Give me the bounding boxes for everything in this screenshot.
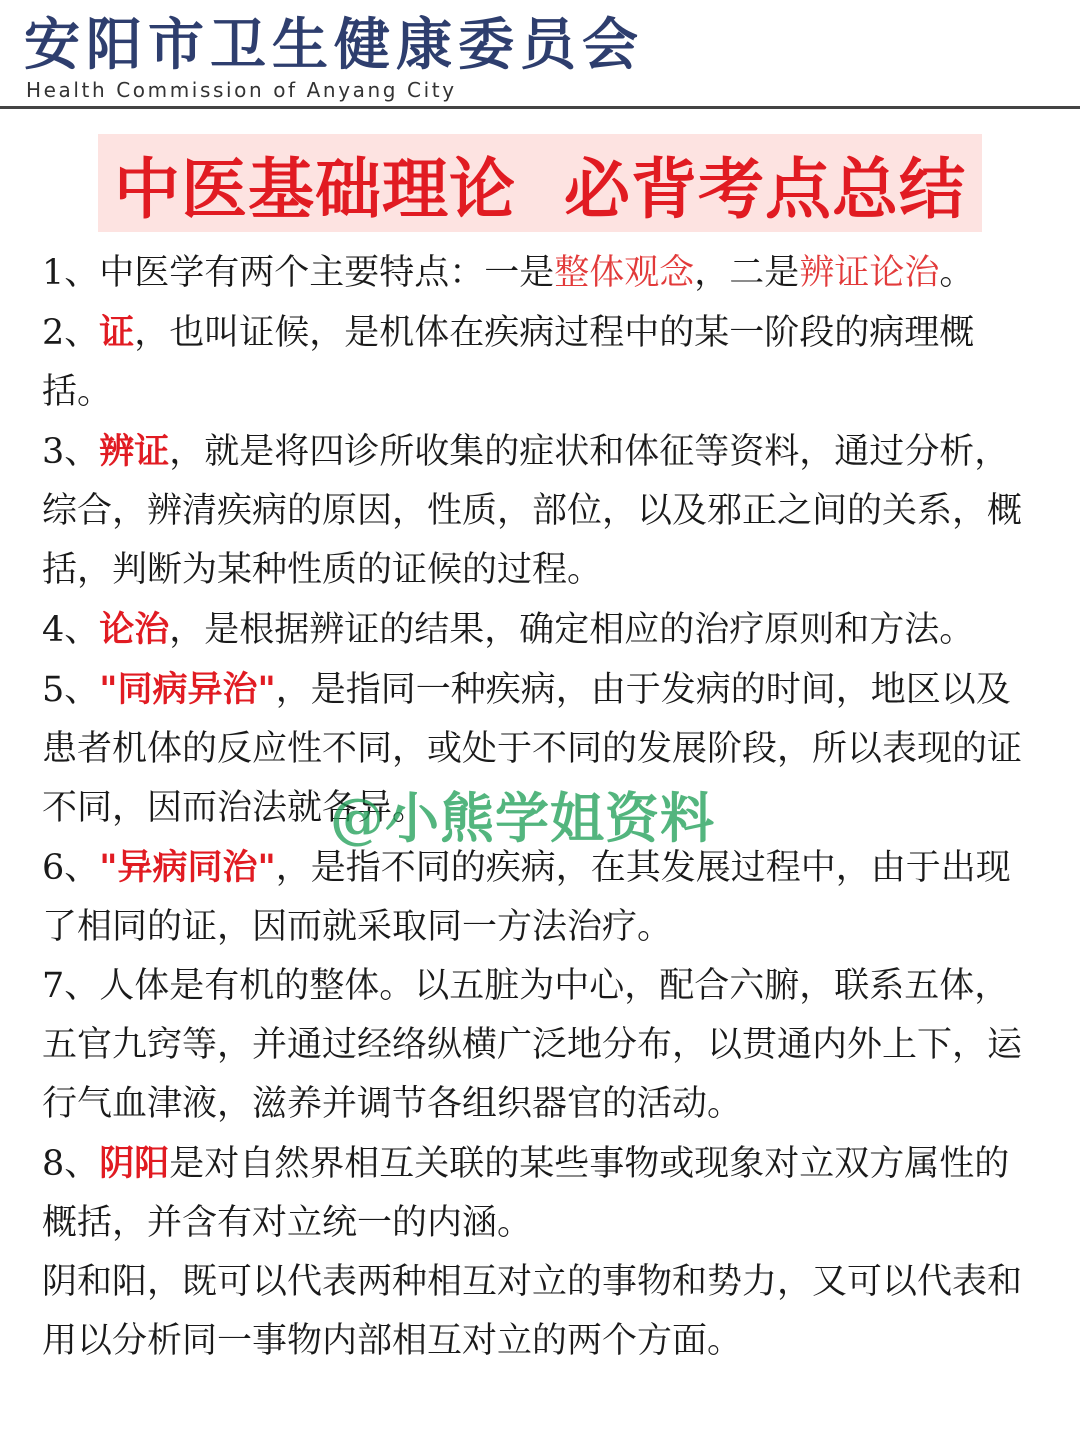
point-7: 7、人体是有机的整体。以五脏为中心，配合六腑，联系五体，五官九窍等，并通过经络纵横广泛地分布，以贯通内外上下，运行气血津液，滋养并调节各组织器官的活动。: [42, 966, 1023, 1124]
org-name-cn: 安阳市卫生健康委员会: [24, 13, 644, 78]
point-text: 3、: [42, 432, 100, 472]
highlight-term: 论治: [99, 609, 170, 650]
point-text: 4、: [42, 610, 100, 650]
point-2: [42, 303, 1038, 422]
point-text: 5、: [42, 670, 100, 710]
header: [0, 0, 1080, 112]
point-4: [42, 600, 1038, 660]
point-6: [42, 838, 1038, 957]
point-3: [42, 422, 1038, 600]
point-text: 8、: [42, 1144, 100, 1184]
point-text: ，二是: [694, 253, 800, 293]
highlight-term: 整体观念: [554, 253, 695, 293]
point-text: 是对自然界相互关联的某些事物或现象对立双方属性的概括，并含有对立统一的内涵。: [42, 1144, 1010, 1243]
point-text: 1、中医学有两个主要特点：一是: [42, 253, 555, 293]
org-name-en: Health Commission of Anyang City: [26, 78, 457, 102]
highlight-term: 证: [99, 312, 135, 353]
point-text: ，也叫证候，是机体在疾病过程中的某一阶段的病理概括。: [42, 313, 975, 412]
point-8: [42, 1134, 1038, 1253]
highlight-term: "异病同治": [99, 847, 276, 888]
point-text: 2、: [42, 313, 100, 353]
header-divider: [0, 106, 1080, 109]
point-text: 。: [939, 253, 975, 293]
point-text: ，是根据辨证的结果，确定相应的治疗原则和方法。: [169, 610, 975, 650]
page-title: 中医基础理论 必背考点总结: [114, 149, 966, 228]
point-1: [42, 244, 1038, 303]
highlight-term: 辨证论治: [799, 253, 940, 293]
point-text: ，是指同一种疾病，由于发病的时间，地区以及患者机体的反应性不同，或处于不同的发展阶段，所以表现的证不同，因而治法就各异。: [42, 670, 1023, 828]
highlight-term: 阴阳: [99, 1143, 170, 1184]
point-text: 6、: [42, 848, 100, 888]
point-text: ，是指不同的疾病，在其发展过程中，由于出现了相同的证，因而就采取同一方法治疗。: [42, 848, 1011, 947]
watermark: @小熊学姐资料: [330, 786, 715, 850]
point-8-note: 阴和阳，既可以代表两种相互对立的事物和势力，又可以代表和用以分析同一事物内部相互对立的两个方面。: [42, 1262, 1023, 1361]
highlight-term: 辨证: [99, 431, 170, 472]
title-banner: [98, 134, 982, 232]
highlight-term: "同病异治": [99, 669, 276, 710]
point-text: ，就是将四诊所收集的症状和体征等资料，通过分析，综合，辨清疾病的原因，性质，部位，以及邪正之间的关系，概括，判断为某种性质的证候的过程。: [42, 432, 1023, 590]
